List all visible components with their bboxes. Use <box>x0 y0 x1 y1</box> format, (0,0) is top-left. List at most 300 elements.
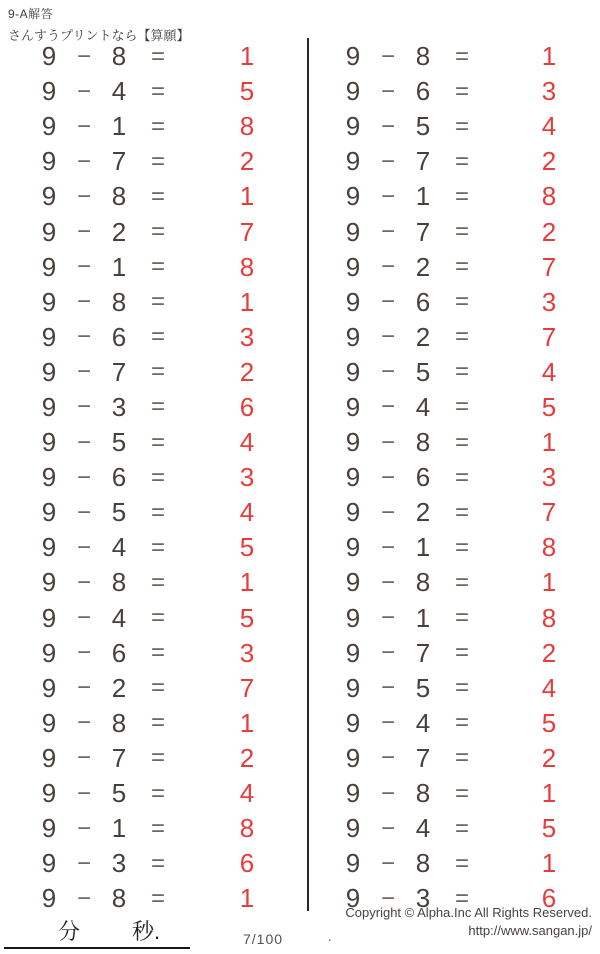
minuend: 9 <box>345 321 361 352</box>
problem-row <box>8 179 300 214</box>
minus-sign: − <box>76 884 91 912</box>
problem-row <box>8 320 300 355</box>
answer: 1 <box>239 707 255 738</box>
equals-sign: = <box>150 884 165 912</box>
minuend: 9 <box>345 146 361 177</box>
subtrahend: 1 <box>415 181 431 212</box>
minuend: 9 <box>41 427 57 458</box>
equals-sign: = <box>150 709 165 737</box>
answer: 1 <box>541 778 557 809</box>
minuend: 9 <box>41 567 57 598</box>
problem-row <box>312 601 600 636</box>
problem-row <box>312 846 600 881</box>
problem-row <box>8 460 300 495</box>
minuend: 9 <box>345 707 361 738</box>
subtrahend: 1 <box>111 813 127 844</box>
minuend: 9 <box>345 216 361 247</box>
subtrahend: 4 <box>415 813 431 844</box>
minuend: 9 <box>41 778 57 809</box>
problem-row <box>312 530 600 565</box>
page-number: 7/100 <box>243 931 284 947</box>
problem-row <box>312 179 600 214</box>
copyright-url: http://www.sangan.jp/ <box>468 923 592 939</box>
minus-sign: − <box>380 253 395 281</box>
minus-sign: − <box>380 112 395 140</box>
answer: 8 <box>541 602 557 633</box>
answer: 1 <box>239 286 255 317</box>
subtrahend: 2 <box>415 497 431 528</box>
subtrahend: 8 <box>111 181 127 212</box>
problem-row <box>8 881 300 916</box>
answer: 5 <box>239 602 255 633</box>
minus-sign: − <box>380 744 395 772</box>
minus-sign: − <box>380 182 395 210</box>
problem-row <box>8 74 300 109</box>
problem-row <box>312 355 600 390</box>
minus-sign: − <box>76 77 91 105</box>
minus-sign: − <box>76 288 91 316</box>
minus-sign: − <box>76 744 91 772</box>
minuend: 9 <box>41 41 57 72</box>
minuend: 9 <box>345 637 361 668</box>
equals-sign: = <box>150 498 165 526</box>
problem-row <box>8 425 300 460</box>
equals-sign: = <box>454 568 469 596</box>
problem-row <box>8 214 300 249</box>
worksheet-id: 9-A解答 <box>8 7 54 21</box>
equals-sign: = <box>454 288 469 316</box>
equals-sign: = <box>454 358 469 386</box>
minus-sign: − <box>76 393 91 421</box>
problem-row <box>8 39 300 74</box>
minus-sign: − <box>380 358 395 386</box>
problem-column-left <box>8 39 300 916</box>
answer: 1 <box>541 427 557 458</box>
answer: 3 <box>239 462 255 493</box>
subtrahend: 8 <box>111 707 127 738</box>
problem-row <box>8 776 300 811</box>
equals-sign: = <box>150 393 165 421</box>
equals-sign: = <box>454 182 469 210</box>
equals-sign: = <box>454 498 469 526</box>
equals-sign: = <box>150 568 165 596</box>
equals-sign: = <box>150 744 165 772</box>
minus-sign: − <box>76 814 91 842</box>
minuend: 9 <box>345 672 361 703</box>
problem-row <box>8 144 300 179</box>
subtrahend: 1 <box>111 111 127 142</box>
minuend: 9 <box>345 778 361 809</box>
subtrahend: 8 <box>111 567 127 598</box>
equals-sign: = <box>454 533 469 561</box>
answer: 1 <box>541 848 557 879</box>
subtrahend: 6 <box>111 462 127 493</box>
minuend: 9 <box>41 707 57 738</box>
minus-sign: − <box>76 498 91 526</box>
answer: 2 <box>239 742 255 773</box>
minus-sign: − <box>380 639 395 667</box>
minus-sign: − <box>380 77 395 105</box>
minuend: 9 <box>345 251 361 282</box>
minus-sign: − <box>76 182 91 210</box>
equals-sign: = <box>150 323 165 351</box>
subtrahend: 8 <box>415 848 431 879</box>
problem-row <box>8 601 300 636</box>
problem-row <box>312 495 600 530</box>
subtrahend: 6 <box>111 321 127 352</box>
problem-row <box>8 636 300 671</box>
subtrahend: 7 <box>415 216 431 247</box>
minuend: 9 <box>41 462 57 493</box>
problem-column-right <box>312 39 600 916</box>
column-divider <box>307 38 309 911</box>
equals-sign: = <box>454 393 469 421</box>
subtrahend: 7 <box>415 742 431 773</box>
problem-row <box>312 776 600 811</box>
subtrahend: 7 <box>415 637 431 668</box>
equals-sign: = <box>150 77 165 105</box>
answer: 2 <box>541 146 557 177</box>
minus-sign: − <box>76 323 91 351</box>
equals-sign: = <box>150 218 165 246</box>
equals-sign: = <box>454 674 469 702</box>
subtrahend: 8 <box>111 883 127 914</box>
equals-sign: = <box>150 112 165 140</box>
minus-sign: − <box>76 147 91 175</box>
subtrahend: 5 <box>415 356 431 387</box>
minus-sign: − <box>380 709 395 737</box>
problem-row <box>8 741 300 776</box>
minuend: 9 <box>41 76 57 107</box>
answer: 4 <box>541 111 557 142</box>
subtrahend: 5 <box>111 778 127 809</box>
equals-sign: = <box>454 218 469 246</box>
problem-row <box>8 846 300 881</box>
site-title: さんすうプリントなら【算願】 <box>8 28 190 43</box>
subtrahend: 2 <box>111 672 127 703</box>
equals-sign: = <box>150 358 165 386</box>
subtrahend: 3 <box>111 391 127 422</box>
equals-sign: = <box>150 639 165 667</box>
equals-sign: = <box>454 709 469 737</box>
subtrahend: 6 <box>415 76 431 107</box>
problem-row <box>312 285 600 320</box>
minuend: 9 <box>41 602 57 633</box>
minuend: 9 <box>345 111 361 142</box>
minuend: 9 <box>345 286 361 317</box>
problem-row <box>8 250 300 285</box>
answer: 2 <box>541 637 557 668</box>
answer: 4 <box>239 497 255 528</box>
equals-sign: = <box>454 77 469 105</box>
answer: 3 <box>239 637 255 668</box>
seconds-label: 秒. <box>132 919 161 944</box>
subtrahend: 1 <box>415 602 431 633</box>
answer: 1 <box>239 883 255 914</box>
minus-sign: − <box>76 42 91 70</box>
equals-sign: = <box>454 463 469 491</box>
minuend: 9 <box>41 321 57 352</box>
equals-sign: = <box>454 779 469 807</box>
answer: 5 <box>239 76 255 107</box>
subtrahend: 6 <box>415 462 431 493</box>
minus-sign: − <box>76 463 91 491</box>
subtrahend: 7 <box>111 742 127 773</box>
minuend: 9 <box>41 356 57 387</box>
problem-row <box>312 39 600 74</box>
minuend: 9 <box>345 41 361 72</box>
subtrahend: 7 <box>111 356 127 387</box>
answer: 1 <box>239 567 255 598</box>
minuend: 9 <box>41 216 57 247</box>
minus-sign: − <box>380 814 395 842</box>
answer: 8 <box>239 813 255 844</box>
minuend: 9 <box>345 181 361 212</box>
subtrahend: 8 <box>415 778 431 809</box>
problem-row <box>8 530 300 565</box>
answer: 4 <box>541 672 557 703</box>
answer: 7 <box>239 672 255 703</box>
minus-sign: − <box>380 779 395 807</box>
minus-sign: − <box>76 568 91 596</box>
problem-row <box>312 811 600 846</box>
minus-sign: − <box>380 533 395 561</box>
equals-sign: = <box>150 849 165 877</box>
minuend: 9 <box>41 286 57 317</box>
time-record-line <box>4 916 190 949</box>
problem-row <box>312 425 600 460</box>
answer: 6 <box>541 883 557 914</box>
answer: 2 <box>541 216 557 247</box>
minus-sign: − <box>380 568 395 596</box>
subtrahend: 1 <box>415 532 431 563</box>
answer: 8 <box>541 181 557 212</box>
minuend: 9 <box>345 391 361 422</box>
answer: 7 <box>541 497 557 528</box>
equals-sign: = <box>454 639 469 667</box>
minuend: 9 <box>41 251 57 282</box>
equals-sign: = <box>150 182 165 210</box>
minus-sign: − <box>76 112 91 140</box>
minuend: 9 <box>41 742 57 773</box>
minus-sign: − <box>380 218 395 246</box>
problem-row <box>8 285 300 320</box>
equals-sign: = <box>150 779 165 807</box>
minus-sign: − <box>380 42 395 70</box>
equals-sign: = <box>454 112 469 140</box>
answer: 5 <box>541 813 557 844</box>
subtrahend: 7 <box>415 146 431 177</box>
answer: 7 <box>541 251 557 282</box>
minuend: 9 <box>345 602 361 633</box>
answer: 8 <box>239 111 255 142</box>
problem-row <box>312 320 600 355</box>
copyright <box>345 904 592 940</box>
problem-row <box>8 495 300 530</box>
equals-sign: = <box>150 288 165 316</box>
minus-sign: − <box>380 393 395 421</box>
minus-sign: − <box>380 428 395 456</box>
answer: 6 <box>239 391 255 422</box>
subtrahend: 6 <box>415 286 431 317</box>
subtrahend: 4 <box>415 391 431 422</box>
minuend: 9 <box>345 813 361 844</box>
minuend: 9 <box>41 391 57 422</box>
minus-sign: − <box>380 884 395 912</box>
answer: 4 <box>239 427 255 458</box>
problem-row <box>312 460 600 495</box>
equals-sign: = <box>454 42 469 70</box>
problem-row <box>312 74 600 109</box>
minuend: 9 <box>345 497 361 528</box>
answer: 5 <box>541 391 557 422</box>
answer: 3 <box>541 76 557 107</box>
subtrahend: 4 <box>111 76 127 107</box>
answer: 5 <box>239 532 255 563</box>
subtrahend: 5 <box>415 672 431 703</box>
subtrahend: 8 <box>415 427 431 458</box>
minus-sign: − <box>380 463 395 491</box>
copyright-line1: Copyright © Alpha.Inc All Rights Reserved. <box>345 905 592 920</box>
subtrahend: 5 <box>111 427 127 458</box>
equals-sign: = <box>454 604 469 632</box>
minuend: 9 <box>41 532 57 563</box>
problem-row <box>8 390 300 425</box>
minuend: 9 <box>41 883 57 914</box>
minuend: 9 <box>41 813 57 844</box>
problem-row <box>312 109 600 144</box>
problem-row <box>312 214 600 249</box>
equals-sign: = <box>454 428 469 456</box>
minus-sign: − <box>380 147 395 175</box>
subtrahend: 2 <box>415 321 431 352</box>
minuend: 9 <box>345 742 361 773</box>
problem-row <box>8 565 300 600</box>
problem-row <box>8 109 300 144</box>
minuend: 9 <box>41 181 57 212</box>
minuend: 9 <box>345 848 361 879</box>
minus-sign: − <box>380 288 395 316</box>
answer: 2 <box>541 742 557 773</box>
minuend: 9 <box>345 567 361 598</box>
answer: 1 <box>239 41 255 72</box>
subtrahend: 5 <box>111 497 127 528</box>
minus-sign: − <box>76 639 91 667</box>
problem-row <box>312 741 600 776</box>
problem-row <box>312 636 600 671</box>
problem-row <box>8 706 300 741</box>
problem-row <box>312 706 600 741</box>
answer: 2 <box>239 356 255 387</box>
minus-sign: − <box>76 358 91 386</box>
subtrahend: 6 <box>111 637 127 668</box>
equals-sign: = <box>454 849 469 877</box>
minus-sign: − <box>76 674 91 702</box>
subtrahend: 3 <box>111 848 127 879</box>
minus-sign: − <box>380 849 395 877</box>
answer: 8 <box>541 532 557 563</box>
equals-sign: = <box>454 323 469 351</box>
subtrahend: 8 <box>415 41 431 72</box>
subtrahend: 8 <box>415 567 431 598</box>
answer: 3 <box>541 462 557 493</box>
minuend: 9 <box>41 672 57 703</box>
subtrahend: 8 <box>111 41 127 72</box>
minus-sign: − <box>76 533 91 561</box>
minuend: 9 <box>41 111 57 142</box>
minuend: 9 <box>41 848 57 879</box>
problem-row <box>312 144 600 179</box>
answer: 3 <box>239 321 255 352</box>
subtrahend: 3 <box>415 883 431 914</box>
minus-sign: − <box>76 428 91 456</box>
equals-sign: = <box>454 147 469 175</box>
minuend: 9 <box>41 146 57 177</box>
subtrahend: 4 <box>415 707 431 738</box>
minuend: 9 <box>345 427 361 458</box>
minuend: 9 <box>345 883 361 914</box>
minuend: 9 <box>41 637 57 668</box>
subtrahend: 8 <box>111 286 127 317</box>
subtrahend: 7 <box>111 146 127 177</box>
minuend: 9 <box>345 76 361 107</box>
subtrahend: 4 <box>111 532 127 563</box>
minus-sign: − <box>76 709 91 737</box>
equals-sign: = <box>150 428 165 456</box>
answer: 2 <box>239 146 255 177</box>
answer: 3 <box>541 286 557 317</box>
subtrahend: 1 <box>111 251 127 282</box>
minus-sign: − <box>380 674 395 702</box>
minus-sign: − <box>76 604 91 632</box>
minus-sign: − <box>380 604 395 632</box>
problem-row <box>312 565 600 600</box>
answer: 1 <box>541 41 557 72</box>
minus-sign: − <box>76 253 91 281</box>
minuend: 9 <box>345 356 361 387</box>
minus-sign: − <box>76 779 91 807</box>
minutes-label: 分 <box>58 919 81 944</box>
answer: 6 <box>239 848 255 879</box>
minuend: 9 <box>345 462 361 493</box>
subtrahend: 2 <box>415 251 431 282</box>
equals-sign: = <box>150 674 165 702</box>
equals-sign: = <box>454 744 469 772</box>
minus-sign: − <box>380 323 395 351</box>
equals-sign: = <box>150 463 165 491</box>
problem-row <box>8 671 300 706</box>
equals-sign: = <box>150 42 165 70</box>
answer: 4 <box>239 778 255 809</box>
problem-row <box>8 811 300 846</box>
equals-sign: = <box>150 814 165 842</box>
equals-sign: = <box>150 604 165 632</box>
footer-dot: . <box>328 929 332 944</box>
equals-sign: = <box>150 253 165 281</box>
subtrahend: 4 <box>111 602 127 633</box>
answer: 5 <box>541 707 557 738</box>
equals-sign: = <box>454 253 469 281</box>
problem-row <box>312 671 600 706</box>
problem-row <box>8 355 300 390</box>
equals-sign: = <box>454 884 469 912</box>
equals-sign: = <box>454 814 469 842</box>
answer: 1 <box>541 567 557 598</box>
minuend: 9 <box>345 532 361 563</box>
subtrahend: 5 <box>415 111 431 142</box>
minus-sign: − <box>380 498 395 526</box>
answer: 7 <box>541 321 557 352</box>
